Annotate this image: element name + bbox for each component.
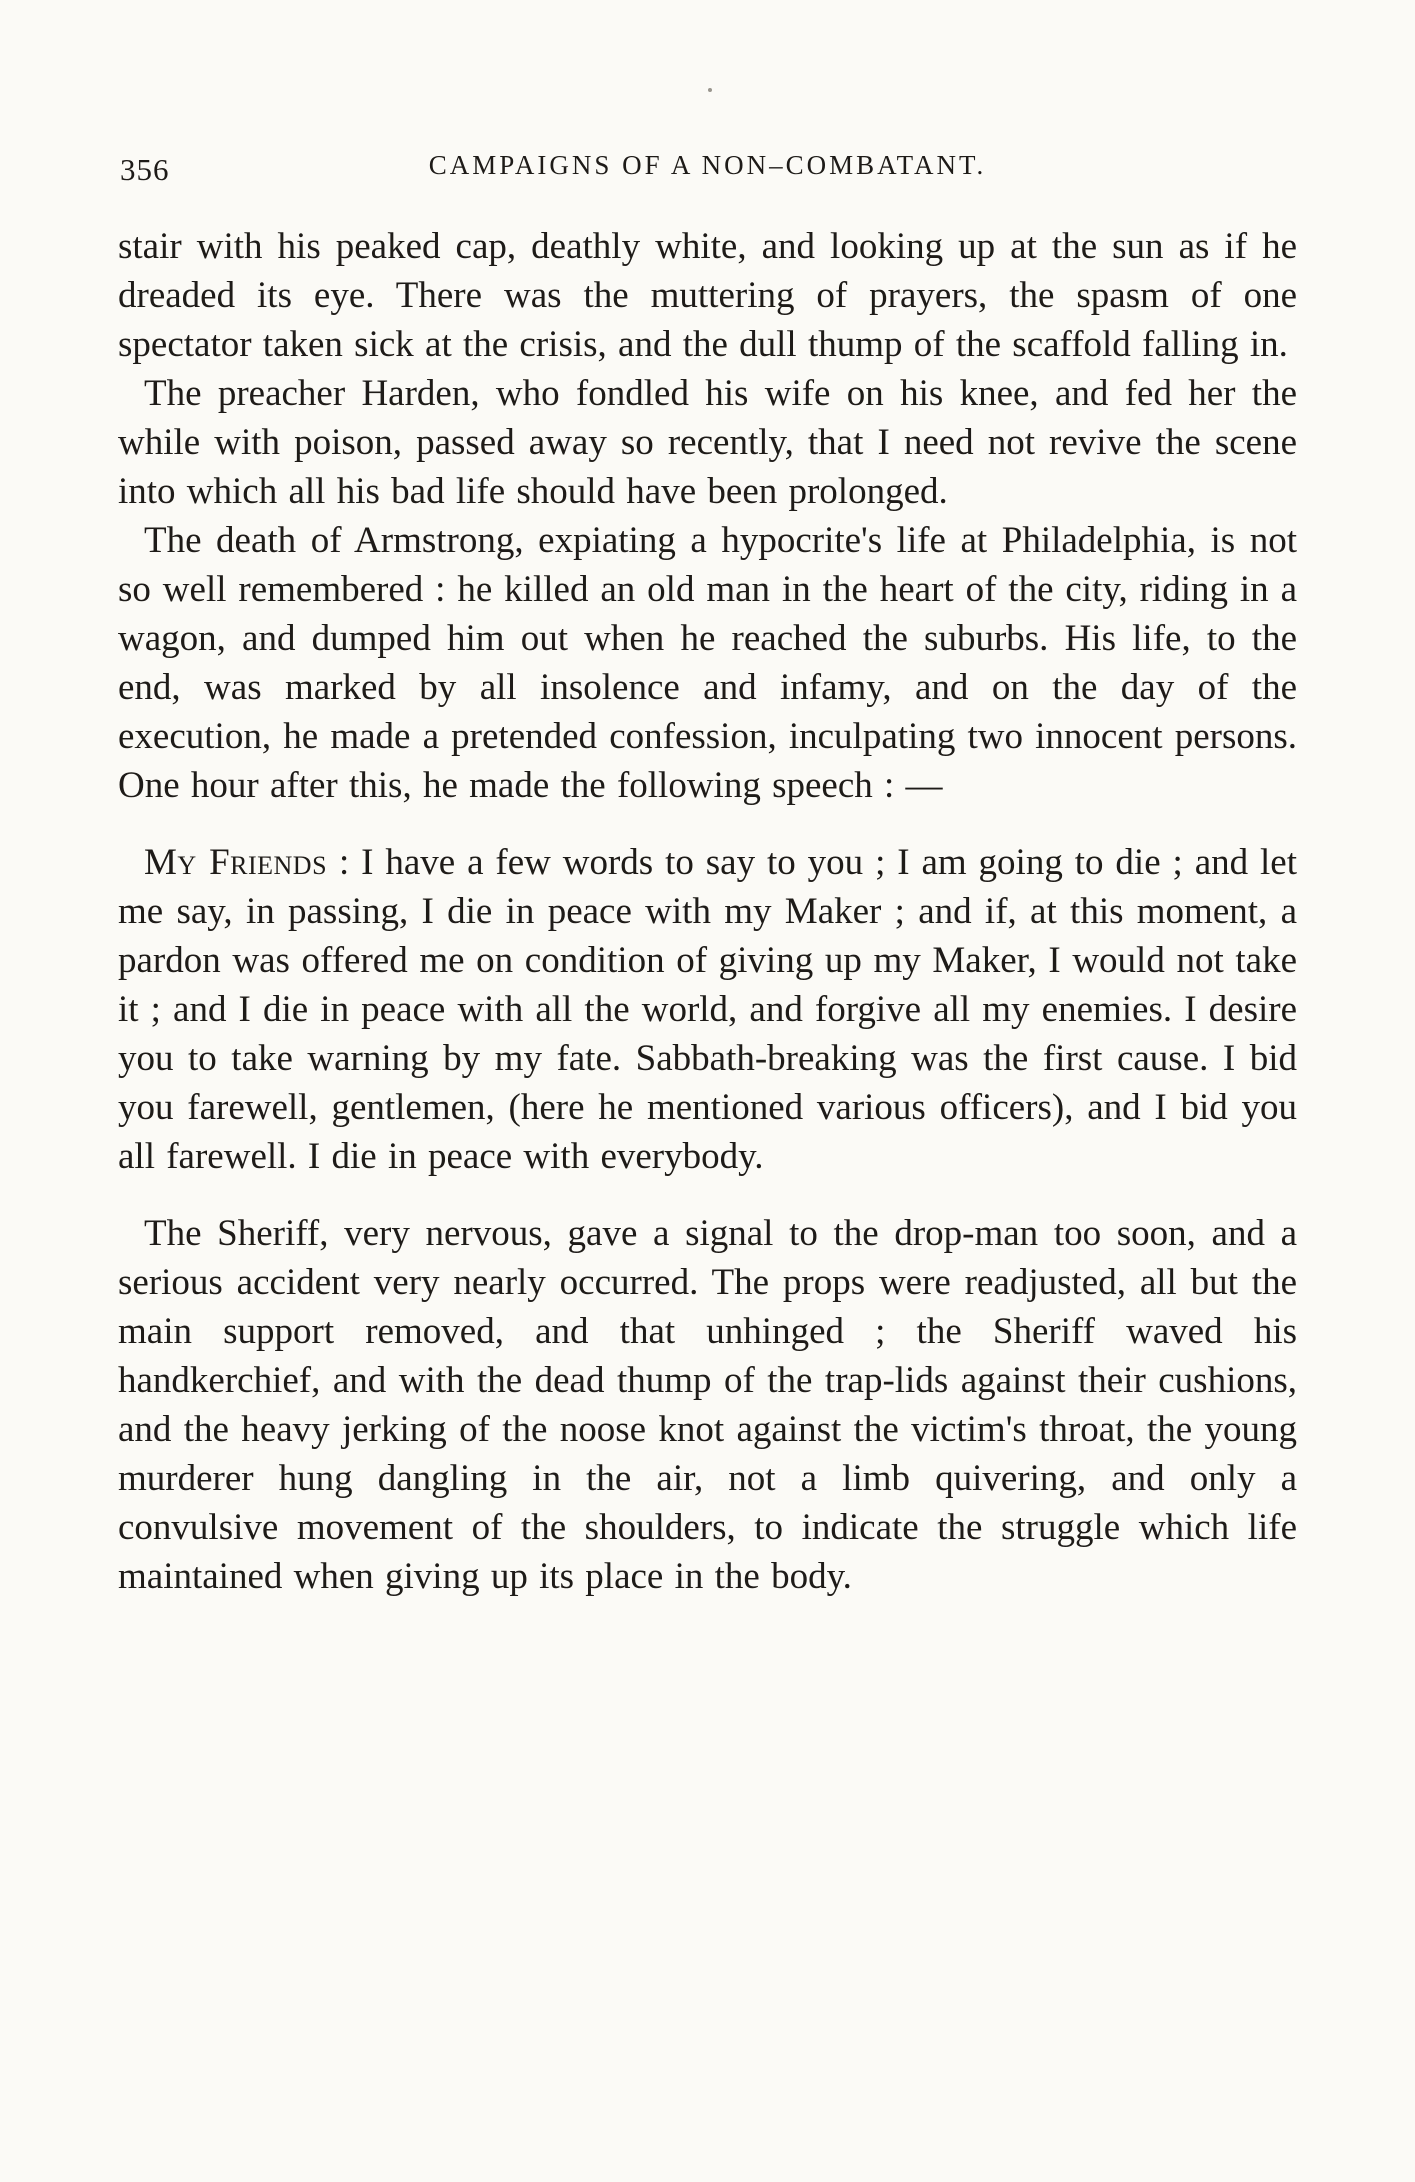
paragraph-harden: The preacher Harden, who fondled his wife on his knee, and fed her the while with poison, passed away so recently, that I need not revive the scene into which all his bad life should have been prolonged. (118, 373, 1297, 512)
running-header-title: CAMPAIGNS OF A NON–COMBATANT. (428, 150, 987, 180)
paragraph-continuation: stair with his peaked cap, deathly white, and looking up at the sun as if he dreaded its eye. There was the muttering of prayers, the spasm of one spectator taken sick at the crisis, and the dull thump of the scaffold falling in. (118, 226, 1297, 365)
paragraph-armstrong: The death of Armstrong, expiating a hypocrite's life at Philadelphia, is not so well remembered : he killed an old man in the heart of the city, riding in a wagon, and dumped him out when he reached the suburbs. His life, to the end, was marked by all insolence and infamy, and on the day of the execution, he made a pretended confession, inculpating two innocent persons. One hour after this, he made the following speech : — (118, 520, 1297, 806)
speech-text: : I have a few words to say to you ; I am going to die ; and let me say, in passing, I die in peace with my Maker ; and if, at this moment, a pardon was offered me on condition of giving up my Maker, I would not take it ; and I die in peace with all the world, and forgive all my enemies. I desire you to take warning by my fate. Sabbath-breaking was the first cause. I bid you farewell, gentlemen, (here he mentioned various officers), and I bid you all farewell. I die in peace with everybody. (118, 842, 1297, 1177)
running-head (118, 150, 1297, 192)
scan-speck (708, 88, 712, 92)
speech-salutation: My Friends (144, 842, 328, 883)
page-body (118, 222, 1297, 1601)
paragraph-sheriff: The Sheriff, very nervous, gave a signal to the drop-man too soon, and a serious accident very nearly occurred. The props were readjusted, all but the main support removed, and that unhinged ; the Sheriff waved his handkerchief, and with the dead thump of the trap-lids against their cushions, and the heavy jerking of the noose knot against the victim's throat, the young murderer hung dangling in the air, not a limb quivering, and only a convulsive movement of the shoulders, to indicate the struggle which life maintained when giving up its place in the body. (118, 1213, 1297, 1597)
page-number: 356 (120, 152, 170, 187)
speech-paragraph (118, 838, 1297, 1181)
